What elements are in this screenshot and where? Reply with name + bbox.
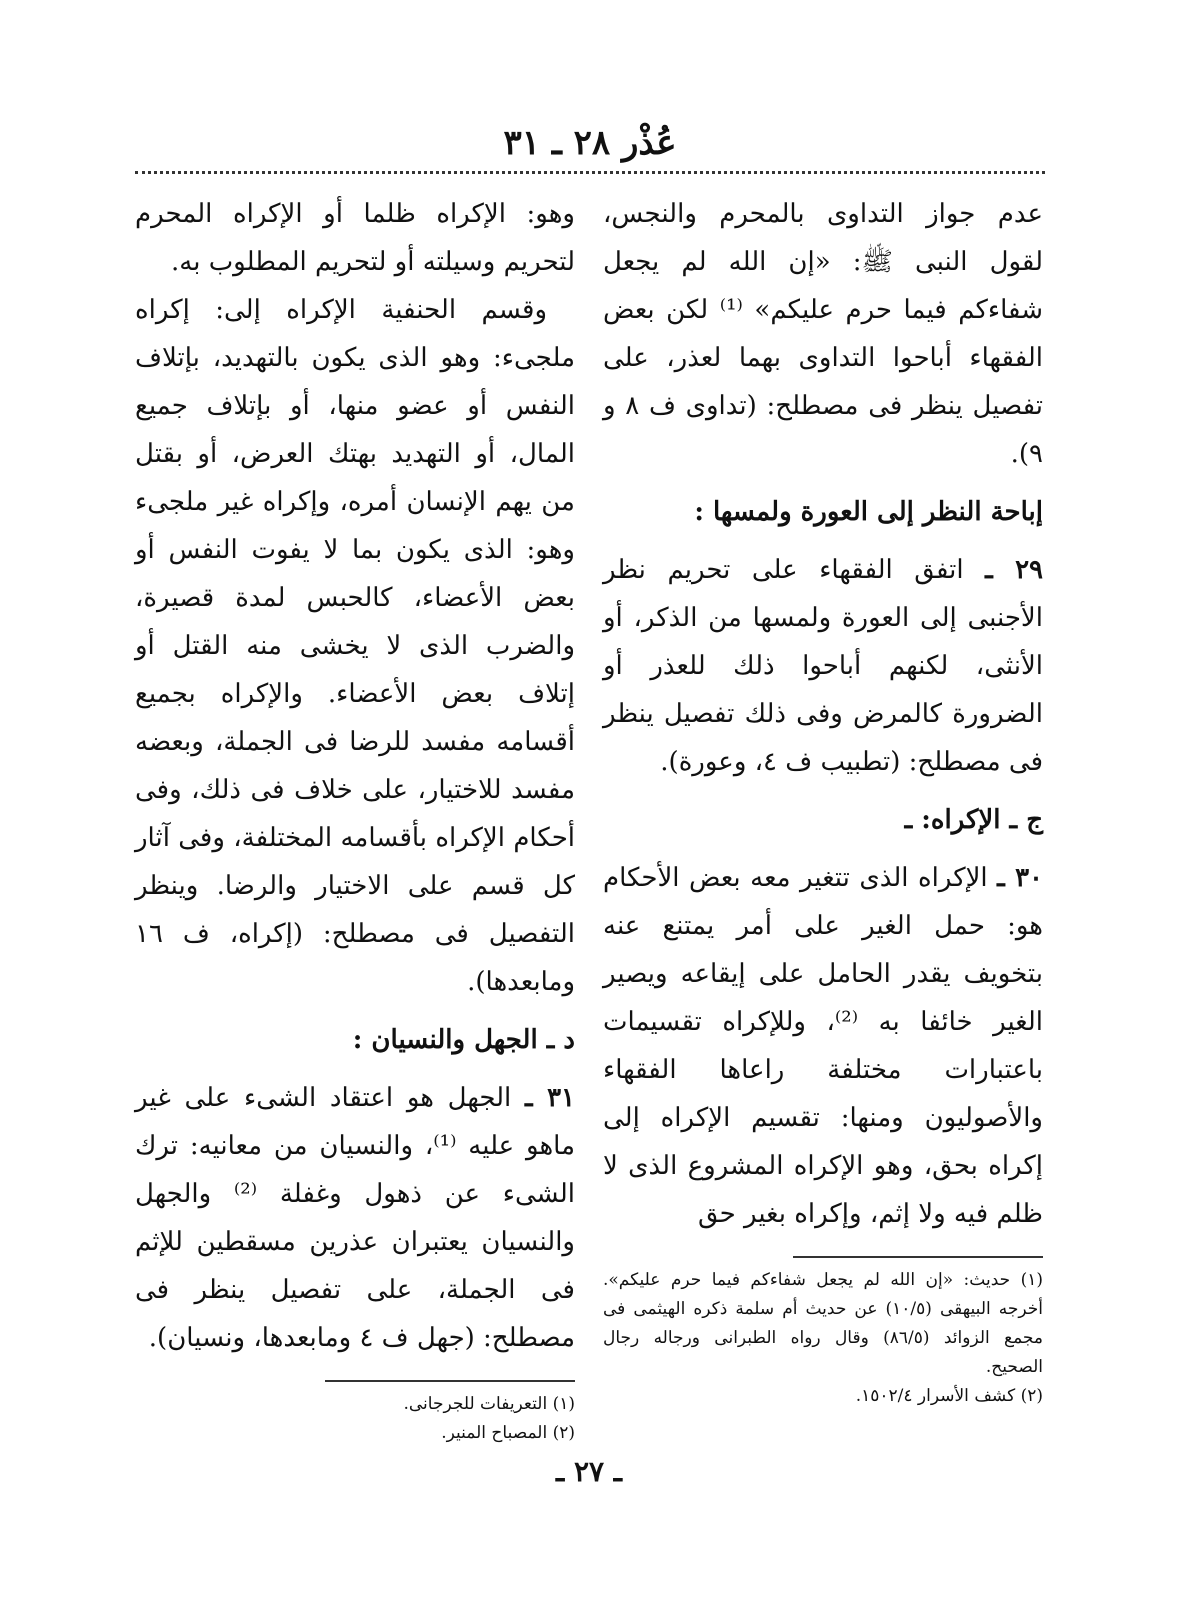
header-title: عُذْر ٢٨ ـ ٣١ (503, 123, 677, 163)
paragraph-text: الإكراه الذى تتغير معه بعض الأحكام هو: حمل الغير على أمر يمتنع عنه بتخويف يقدر الحامل على إيقاعه ويصير الغير خائفا به ⁽²⁾، وللإكراه تقسيمات باعتبارات مختلفة راعاها الفقهاء والأصوليون ومنها: تقسيم الإكراه إلى إكراه بحق، وهو الإكراه المشروع الذى لا ظلم فيه ولا إثم، وإكراه بغير حق (603, 863, 1043, 1229)
running-header (135, 118, 1045, 174)
section-number: ٣١ ـ (524, 1083, 576, 1113)
section-number: ٢٩ ـ (985, 555, 1043, 585)
footnote: (٢) كشف الأسرار ١٥٠٢/٤. (855, 1386, 1043, 1406)
footnote: (٢) المصباح المنير. (441, 1423, 575, 1443)
paragraph-text: الجهل هو اعتقاد الشىء على غير ماهو عليه ⁽¹⁾، والنسيان من معانيه: ترك الشىء عن ذهول وغفلة ⁽²⁾ والجهل والنسيان يعتبران عذرين مسقطين للإثم فى الجملة، على تفصيل ينظر فى مصطلح: (جهل ف ٤ ومابعدها، ونسيان). (135, 1083, 576, 1353)
footnote-divider (793, 1256, 1043, 1258)
paragraph: وهو: الإكراه ظلما أو الإكراه المحرم لتحريم وسيلته أو لتحريم المطلوب به. (135, 199, 575, 277)
section-heading: إباحة النظر إلى العورة ولمسها : (694, 497, 1043, 527)
paragraph (603, 546, 1043, 786)
section-heading: ج ـ الإكراه: ـ (904, 805, 1043, 835)
right-column (603, 190, 1043, 1430)
paragraph (135, 1074, 575, 1362)
section-heading: د ـ الجهل والنسيان : (352, 1025, 575, 1055)
left-column (135, 190, 576, 1443)
footnote: (١) التعريفات للجرجانى. (403, 1394, 575, 1414)
paragraph: عدم جواز التداوى بالمحرم والنجس، لقول النبى ﷺ: «إن الله لم يجعل شفاءكم فيما حرم عليكم» ⁽¹⁾ لكن بعض الفقهاء أباحوا التداوى بهما لعذر، على تفصيل ينظر فى مصطلح: (تداوى ف ٨ و ٩). (603, 199, 1043, 469)
paragraph-text: اتفق الفقهاء على تحريم نظر الأجنبى إلى العورة ولمسها من الذكر، أو الأنثى، لكنهم أباحوا ذلك للعذر أو الضرورة كالمرض وفى ذلك تفصيل ينظر فى مصطلح: (تطبيب ف ٤، وعورة). (603, 555, 1043, 777)
paragraph: وقسم الحنفية الإكراه إلى: إكراه ملجىء: وهو الذى يكون بالتهديد، بإتلاف النفس أو عضو منها، أو بإتلاف جميع المال، أو التهديد بهتك العرض، أو بقتل من يهم الإنسان أمره، وإكراه غير ملجىء وهو: الذى يكون بما لا يفوت النفس أو بعض الأعضاء، كالحبس لمدة قصيرة، والضرب الذى لا يخشى منه القتل أو إتلاف بعض الأعضاء. والإكراه بجميع أقسامه مفسد للرضا فى الجملة، وبعضه مفسد للاختيار، على خلاف فى ذلك، وفى أحكام الإكراه بأقسامه المختلفة، وفى آثار كل قسم على الاختيار والرضا. وينظر التفصيل فى مصطلح: (إكراه، ف ١٦ ومابعدها). (135, 295, 575, 997)
section-number: ٣٠ ـ (997, 863, 1044, 893)
footnote: (١) حديث: «إن الله لم يجعل شفاءكم فيما حرم عليكم». أخرجه البيهقى (١٠/٥) عن حديث أم سلمة ذكره الهيثمى فى مجمع الزوائد (٨٦/٥) وقال رواه الطبرانى ورجاله رجال الصحيح. (603, 1270, 1044, 1377)
paragraph (603, 854, 1043, 1238)
page-number: ـ ٢٧ ـ (556, 1455, 622, 1488)
footnote-divider (325, 1380, 575, 1382)
